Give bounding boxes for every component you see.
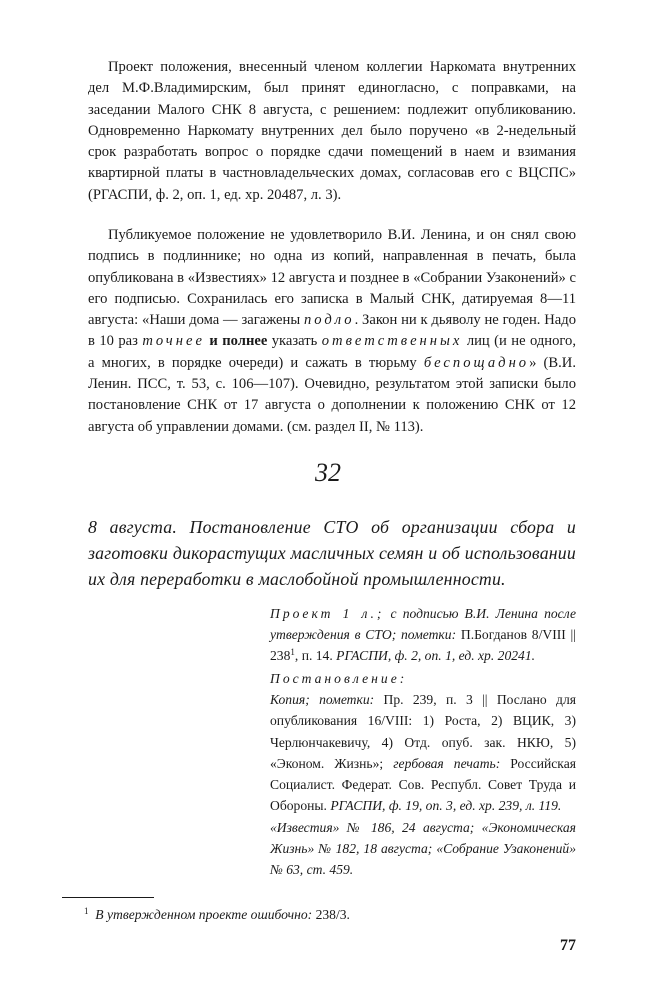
source-draft-marks-2: , п. 14. xyxy=(294,648,337,664)
spaced-word-tochnee: точнее xyxy=(142,333,205,350)
source-publications-text: «Известия» № 186, 24 августа; «Экономическая Жизнь» № 182, 18 августа; «Собрание Узаконений» № 63, ст. 459. xyxy=(270,820,576,878)
source-draft-archive: РГАСПИ, ф. 2, оп. 1, ед. хр. 20241. xyxy=(336,648,536,664)
note-text-5: » (В.И. Ленин. ПСС, т. 53, с. 106—107). Очевидно, результатом этой записки было постановление СНК от 17 августа о дополнении к положению СНК от 12 августа об управлении домами. (см. раздел II, № 113). xyxy=(88,354,576,435)
document-title: 8 августа. Постановление СТО об организации сбора и заготовки дикорастущих масличных семян и об использовании их для переработки в маслобойной промышленности. xyxy=(88,517,576,589)
footnote-text: 238/3. xyxy=(315,907,350,922)
intro-paragraph-text: Проект положения, внесенный членом коллегии Наркомата внутренних дел М.Ф.Владимирским, был принят единогласно, с поправками, на заседании Малого СНК 8 августа, с решением: подлежит опубликованию. Одновременно Наркомату внутренних дел было поручено «в 2-недельный срок разработать вопрос о порядке сдачи помещений в наем и взимания квартирной платы в частновладельческих домах, согласовав его с ВЦСПС» (РГАСПИ, ф. 2, оп. 1, ед. хр. 20487, л. 3). xyxy=(88,59,576,203)
spaced-word-besposhchadno: беспощадно xyxy=(423,354,530,371)
spaced-word-otvetstvennyh: ответственных xyxy=(321,333,463,350)
source-seal-label: гербовая печать: xyxy=(383,755,511,771)
page-number: 77 xyxy=(560,937,576,954)
lenin-note-paragraph xyxy=(88,225,576,438)
footnote-text-italic: В утвержденном проекте ошибочно: xyxy=(95,907,316,922)
source-draft xyxy=(270,603,576,667)
note-text-3: указать xyxy=(267,333,322,350)
source-resolution xyxy=(270,668,576,816)
source-seal-text: Российская Социалист. Федерат. Сов. Республ. Совет Труда и Обороны. xyxy=(270,755,576,814)
source-draft-label: Проект 1 л.; xyxy=(270,606,385,621)
footnote-divider xyxy=(62,897,154,898)
source-draft-marks: П.Богданов 8/VIII || 238 xyxy=(270,627,576,664)
intro-paragraph xyxy=(88,57,576,206)
source-resolution-label: Постановление: xyxy=(270,671,408,686)
note-text-2: . Закон ни к дьяволу не годен. Надо в 10 раз xyxy=(88,312,576,350)
footnote xyxy=(84,905,576,925)
spaced-word-podlo: подло xyxy=(303,312,355,329)
note-text-4: лиц (и не одного, а многих, в порядке очереди) и сажать в тюрьму xyxy=(88,333,576,371)
bold-word-polnee: и полнее xyxy=(204,333,268,350)
source-resolution-archive: РГАСПИ, ф. 19, оп. 3, ед. хр. 239, л. 119. xyxy=(330,798,562,814)
document-number: 32 xyxy=(315,458,341,487)
source-draft-desc: с подписью В.И. Ленина после утверждения в СТО; пометки: xyxy=(270,606,576,643)
footnote-marker: 1 xyxy=(84,906,89,916)
note-text-1: Публикуемое положение не удовлетворило В.И. Ленина, и он снял свою подпись в подлиннике; но одна из копий, направленная в печать, была опубликована в «Известиях» 12 августа и позднее в «Собрании Узаконений» с его подписью. Сохранилась его записка в Малый СНК, датируемая 8—11 августа: «Наши дома — загажены xyxy=(88,227,576,329)
footnote-ref: 1 xyxy=(290,647,295,658)
source-copy-label: Копия; пометки: xyxy=(270,692,384,708)
source-publications xyxy=(270,817,576,881)
source-copy-marks: Пр. 239, п. 3 || Послано для опубликования 16/VIII: 1) Роста, 2) ВЦИК, 3) Черлюнчакевичу, 4) Отд. опуб. зак. НКЮ, 5) «Эконом. Жизнь»; xyxy=(270,692,576,771)
